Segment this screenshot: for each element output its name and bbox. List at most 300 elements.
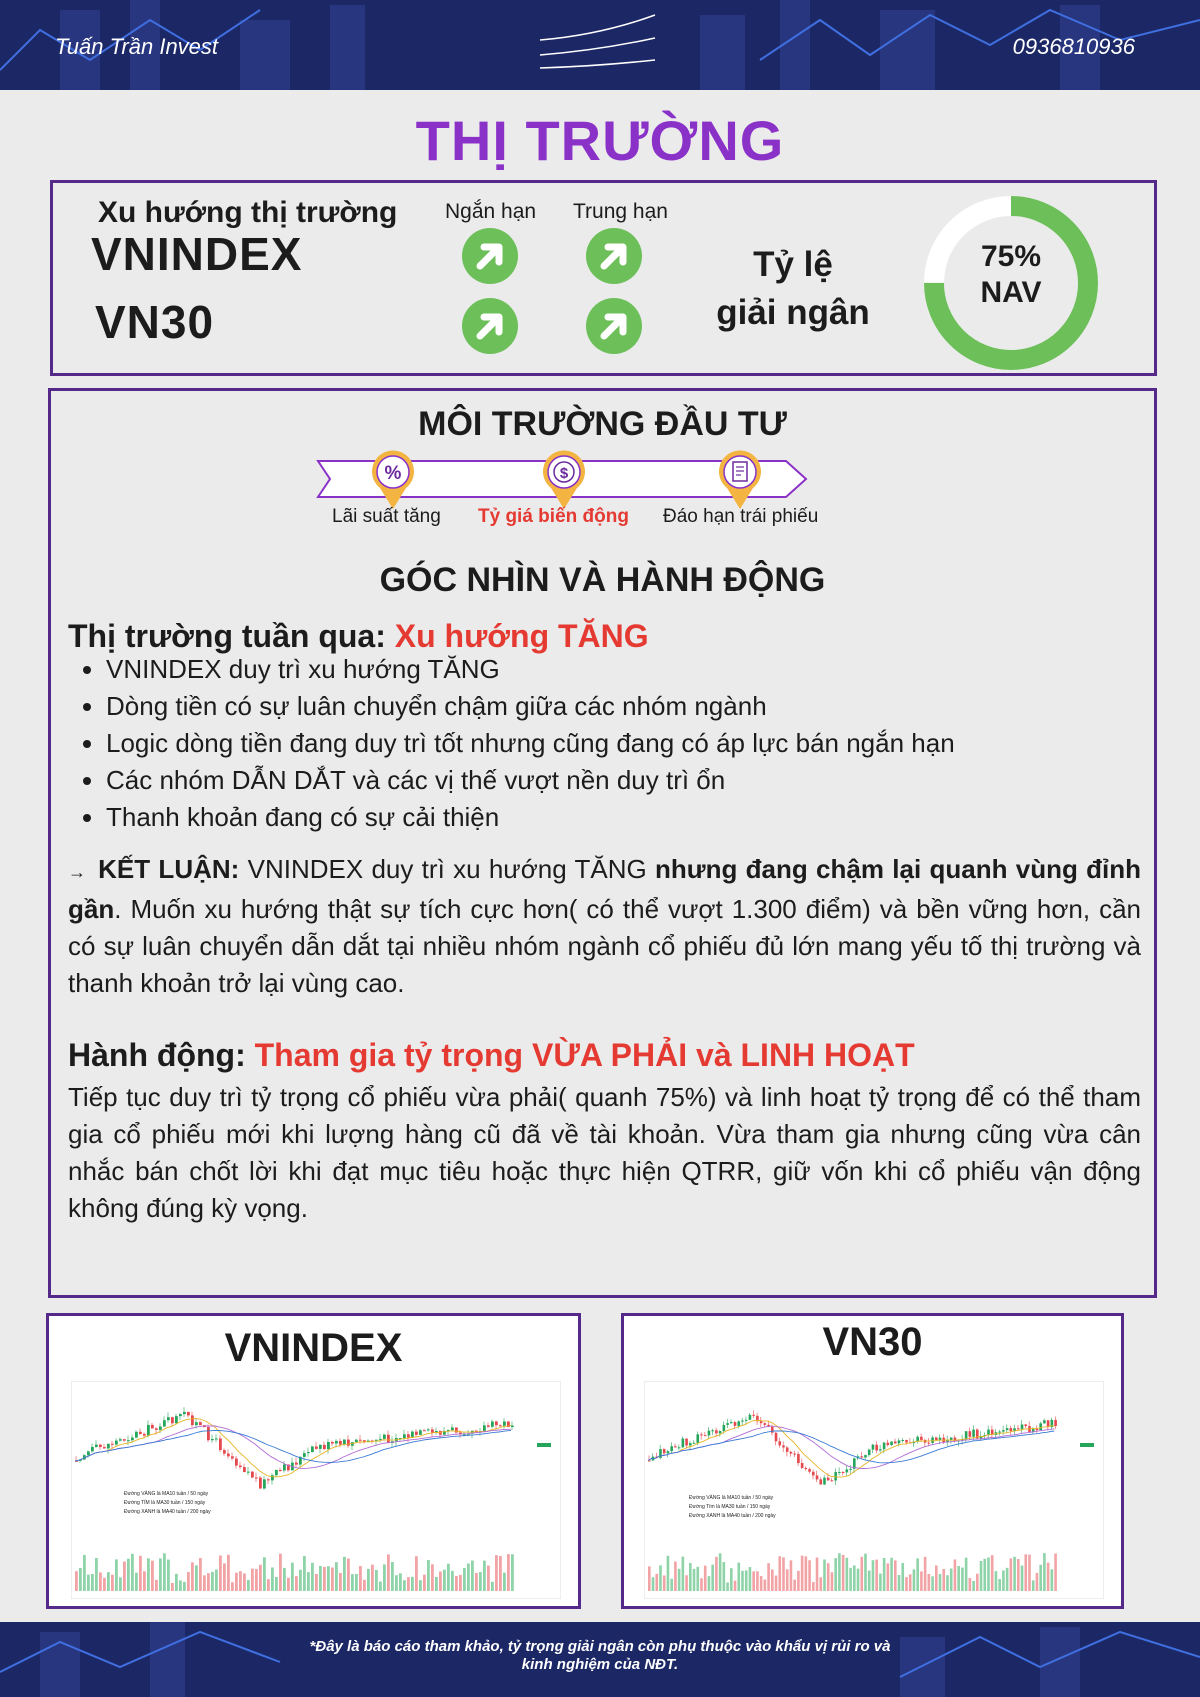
volume-bar	[1002, 1570, 1005, 1591]
trend-heading: Xu hướng thị trường	[98, 196, 398, 229]
volume-bar	[764, 1580, 767, 1591]
volume-bar	[451, 1571, 454, 1591]
volume-bar	[475, 1573, 478, 1591]
candle-body	[1054, 1420, 1057, 1426]
volume-bar	[1010, 1558, 1013, 1591]
candle-body	[682, 1439, 685, 1448]
candle-body	[704, 1435, 707, 1436]
candle-body	[711, 1430, 714, 1431]
candle-body	[693, 1443, 696, 1444]
volume-bar	[983, 1559, 986, 1591]
candle-body	[187, 1412, 190, 1415]
svg-text:$: $	[559, 465, 569, 482]
candle-body	[147, 1425, 150, 1436]
candle-body	[808, 1469, 811, 1472]
candle-body	[427, 1429, 430, 1430]
candle-body	[823, 1478, 826, 1485]
volume-bar	[263, 1557, 266, 1591]
volume-bar	[495, 1555, 498, 1591]
volume-bar	[187, 1572, 190, 1591]
candle-body	[115, 1441, 118, 1445]
candle-body	[267, 1479, 270, 1480]
volume-bar	[431, 1564, 434, 1591]
conclusion-paragraph: → KẾT LUẬN: VNINDEX duy trì xu hướng TĂNG nhưng đang chậm lại quanh vùng đỉnh gần. Muốn xu hướng thật sự tích cực hơn( có thể vượt 1.300 điểm) và bền vững hơn, cần có sự luân chuyển dẫn dắt tại nhiều nhóm ngành cổ phiếu đủ lớn mang yếu tố thị trường và thanh khoản trở lại vùng cao.	[68, 854, 1142, 998]
volume-bar	[767, 1563, 770, 1591]
volume-bar	[307, 1572, 310, 1591]
volume-bar	[91, 1574, 94, 1591]
action-heading: Hành động: Tham gia tỷ trọng VỪA PHẢI và LINH HOẠT	[68, 1037, 915, 1073]
candle-body	[928, 1443, 931, 1444]
volume-bar	[655, 1574, 658, 1591]
candle-body	[271, 1475, 274, 1480]
volume-bar	[143, 1571, 146, 1591]
volume-bar	[355, 1574, 358, 1591]
candle-body	[935, 1437, 938, 1440]
candle-body	[415, 1432, 418, 1435]
candle-body	[931, 1437, 934, 1443]
candle-body	[894, 1441, 897, 1443]
candle-body	[674, 1446, 677, 1447]
volume-bar	[275, 1577, 278, 1591]
candle-body	[1021, 1424, 1024, 1429]
market-trend-box	[50, 180, 1157, 376]
outlook-title: GÓC NHÌN VÀ HÀNH ĐỘNG	[379, 561, 826, 599]
volume-bar	[998, 1579, 1001, 1591]
volume-bar	[1032, 1580, 1035, 1591]
candle-body	[734, 1422, 737, 1426]
volume-bar	[363, 1580, 366, 1591]
candle-body	[383, 1435, 386, 1439]
volume-bar	[175, 1574, 178, 1591]
last-week-trend: Xu hướng TĂNG	[394, 618, 649, 654]
last-week-bullets	[106, 651, 1146, 836]
price-marker	[537, 1443, 551, 1447]
volume-bar	[323, 1567, 326, 1591]
candle-body	[239, 1466, 242, 1467]
volume-bar	[371, 1565, 374, 1591]
volume-bar	[319, 1566, 322, 1591]
volume-bar	[347, 1559, 350, 1591]
candle-body	[838, 1472, 841, 1473]
candle-body	[339, 1441, 342, 1445]
index-name-vnindex: VNINDEX	[91, 228, 303, 280]
candle-body	[816, 1475, 819, 1479]
volume-bar	[199, 1558, 202, 1591]
env-item-bond-maturity: Đáo hạn trái phiếu	[663, 506, 819, 527]
candle-body	[87, 1451, 90, 1455]
candle-body	[860, 1456, 863, 1457]
candle-body	[987, 1430, 990, 1435]
volume-bar	[359, 1566, 362, 1591]
volume-bar	[875, 1560, 878, 1591]
volume-bar	[693, 1569, 696, 1591]
volume-bar	[191, 1562, 194, 1591]
candle-body	[255, 1477, 258, 1478]
volume-bar	[946, 1575, 949, 1591]
candle-body	[119, 1439, 122, 1440]
volume-bar	[898, 1575, 901, 1591]
volume-bar	[127, 1559, 130, 1591]
candle-body	[1006, 1428, 1009, 1430]
candle-body	[259, 1478, 262, 1489]
volume-bar	[670, 1579, 673, 1591]
volume-bar	[827, 1563, 830, 1591]
candle-body	[797, 1454, 800, 1463]
candle-body	[163, 1420, 166, 1426]
candle-body	[659, 1449, 662, 1458]
volume-bar	[223, 1563, 226, 1591]
volume-bar	[812, 1582, 815, 1591]
candle-body	[696, 1434, 699, 1442]
volume-bar	[207, 1573, 210, 1591]
volume-bar	[659, 1565, 662, 1591]
volume-bar	[463, 1568, 466, 1591]
candle-body	[487, 1425, 490, 1426]
volume-bar	[335, 1562, 338, 1591]
volume-bar	[823, 1559, 826, 1591]
candle-body	[719, 1431, 722, 1433]
volume-bar	[972, 1581, 975, 1591]
candle-body	[503, 1421, 506, 1425]
volume-bar	[928, 1574, 931, 1591]
action-paragraph: Tiếp tục duy trì tỷ trọng cổ phiếu vừa phải( quanh 75%) và linh hoạt tỷ trọng để có thể tham gia cổ phiếu mới khi lượng hàng cũ đã về tài khoản. Vừa tham gia nhưng cũng vừa cân nhắc bán chốt lời khi đạt mục tiêu hoặc thực hiện QTRR, giữ vốn khi cổ phiếu vận động không đúng kỳ vọng.	[68, 1082, 1141, 1223]
dollar-icon	[539, 446, 589, 512]
volume-bar	[403, 1580, 406, 1591]
volume-bar	[909, 1574, 912, 1591]
candle-body	[219, 1439, 222, 1451]
volume-bar	[853, 1565, 856, 1591]
candle-body	[243, 1467, 246, 1472]
percent-icon	[368, 446, 418, 512]
volume-bar	[700, 1578, 703, 1591]
volume-bar	[778, 1556, 781, 1591]
candle-body	[726, 1423, 729, 1425]
candle-body	[969, 1431, 972, 1437]
document-icon	[715, 446, 765, 512]
volume-bar	[969, 1578, 972, 1591]
header-banner	[0, 0, 1200, 90]
mid-term-label: Trung hạn	[573, 200, 668, 223]
volume-bar	[311, 1563, 314, 1591]
candle-body	[263, 1479, 266, 1488]
volume-bar	[782, 1557, 785, 1591]
candle-body	[760, 1421, 763, 1423]
arrow-up-right-icon	[462, 228, 518, 284]
candle-body	[778, 1441, 781, 1445]
volume-bar	[816, 1558, 819, 1591]
list-item: • Dòng tiền có sự luân chuyển chậm giữa các nhóm ngành	[106, 688, 1146, 725]
volume-bar	[760, 1576, 763, 1591]
volume-bar	[135, 1573, 138, 1591]
volume-bar	[950, 1569, 953, 1591]
volume-bar	[235, 1573, 238, 1591]
volume-bar	[299, 1570, 302, 1591]
disbursement-ratio-label: Tỷ lệ giải ngân	[716, 245, 870, 332]
volume-bar	[1021, 1566, 1024, 1591]
candle-body	[715, 1430, 718, 1433]
volume-bar	[745, 1570, 748, 1591]
volume-bar	[887, 1563, 890, 1591]
volume-bar	[1028, 1555, 1031, 1591]
volume-bar	[279, 1554, 282, 1591]
volume-bar	[674, 1561, 677, 1591]
volume-bar	[920, 1571, 923, 1591]
volume-bar	[726, 1582, 729, 1591]
candle-body	[846, 1469, 849, 1472]
volume-bar	[991, 1555, 994, 1591]
volume-bar	[682, 1557, 685, 1591]
volume-bar	[387, 1554, 390, 1591]
candle-body	[303, 1453, 306, 1457]
volume-bar	[163, 1553, 166, 1591]
volume-bar	[447, 1564, 450, 1591]
candle-body	[151, 1425, 154, 1428]
candle-body	[793, 1454, 796, 1455]
candle-body	[323, 1445, 326, 1449]
candle-body	[1024, 1424, 1027, 1426]
volume-bar	[723, 1562, 726, 1591]
candle-body	[335, 1441, 338, 1444]
volume-bar	[987, 1557, 990, 1591]
candle-body	[786, 1447, 789, 1451]
candle-body	[307, 1452, 310, 1453]
volume-bar	[507, 1554, 510, 1591]
volume-bar	[343, 1557, 346, 1591]
volume-bar	[211, 1572, 214, 1591]
volume-bar	[155, 1580, 158, 1591]
candle-body	[905, 1440, 908, 1442]
vn30-price-chart	[644, 1381, 1104, 1599]
candle-body	[191, 1415, 194, 1425]
volume-bar	[247, 1580, 250, 1591]
candle-body	[155, 1428, 158, 1430]
list-item: • Thanh khoản đang có sự cải thiện	[106, 799, 1146, 836]
volume-bar	[939, 1574, 942, 1591]
candle-body	[511, 1426, 514, 1427]
volume-bar	[831, 1572, 834, 1591]
volume-bar	[931, 1576, 934, 1591]
candle-body	[499, 1425, 502, 1426]
candle-body	[347, 1440, 350, 1446]
volume-bar	[423, 1575, 426, 1591]
volume-bar	[283, 1568, 286, 1591]
volume-bar	[711, 1565, 714, 1591]
candle-body	[1010, 1428, 1013, 1431]
candle-body	[708, 1431, 711, 1436]
volume-bar	[1051, 1569, 1054, 1591]
page-title: THỊ TRƯỜNG	[415, 109, 785, 172]
volume-bar	[511, 1554, 514, 1591]
footer-banner	[0, 1622, 1200, 1697]
volume-bar	[107, 1572, 110, 1591]
volume-bar	[291, 1563, 294, 1591]
candle-body	[227, 1454, 230, 1457]
candle-body	[670, 1446, 673, 1451]
candle-body	[455, 1427, 458, 1432]
candle-body	[491, 1421, 494, 1426]
candle-body	[965, 1431, 968, 1439]
candle-body	[1017, 1428, 1020, 1429]
volume-bar	[315, 1574, 318, 1591]
volume-bar	[455, 1576, 458, 1591]
candle-body	[771, 1427, 774, 1433]
candle-body	[343, 1440, 346, 1445]
candle-body	[91, 1447, 94, 1451]
volume-bar	[678, 1569, 681, 1591]
candle-body	[431, 1429, 434, 1432]
volume-bar	[797, 1571, 800, 1591]
candle-body	[95, 1445, 98, 1447]
volume-bar	[491, 1582, 494, 1591]
volume-bar	[771, 1569, 774, 1591]
chart-legend: Đường VÀNG là MA10 tuần / 50 ngày Đường TÍM là MA30 tuần / 150 ngày Đường XANH là MA40 tuần / 200 ngày	[124, 1491, 211, 1515]
phone-number: 0936810936	[1012, 34, 1135, 59]
candle-body	[275, 1470, 278, 1475]
volume-bar	[652, 1577, 655, 1591]
volume-bar	[1024, 1554, 1027, 1591]
candle-body	[887, 1443, 890, 1445]
candle-body	[737, 1421, 740, 1426]
volume-bar	[339, 1573, 342, 1591]
volume-bar	[890, 1558, 893, 1591]
volume-bar	[139, 1556, 142, 1591]
volume-bar	[954, 1559, 957, 1591]
volume-bar	[942, 1569, 945, 1591]
volume-bar	[1036, 1573, 1039, 1591]
volume-bar	[255, 1569, 258, 1591]
volume-bar	[87, 1575, 90, 1591]
candle-body	[831, 1480, 834, 1481]
candle-body	[998, 1432, 1001, 1433]
volume-bar	[479, 1572, 482, 1591]
volume-bar	[399, 1573, 402, 1591]
volume-bar	[111, 1575, 114, 1591]
volume-bar	[663, 1575, 666, 1591]
volume-bar	[1047, 1563, 1050, 1591]
volume-bar	[171, 1583, 174, 1591]
candle-body	[883, 1443, 886, 1450]
volume-bar	[303, 1556, 306, 1591]
last-week-heading: Thị trường tuần qua: Xu hướng TĂNG	[68, 618, 649, 654]
volume-bar	[391, 1562, 394, 1591]
candle-body	[283, 1465, 286, 1471]
candle-body	[159, 1426, 162, 1429]
environment-title: MÔI TRƯỜNG ĐẦU TƯ	[418, 405, 787, 443]
candle-body	[355, 1440, 358, 1442]
volume-bar	[730, 1568, 733, 1591]
volume-bar	[151, 1561, 154, 1591]
volume-bar	[471, 1561, 474, 1591]
volume-bar	[860, 1557, 863, 1591]
candle-body	[723, 1425, 726, 1431]
candle-body	[279, 1470, 282, 1471]
volume-bar	[75, 1571, 78, 1591]
candle-body	[1002, 1430, 1005, 1431]
candle-body	[879, 1449, 882, 1450]
volume-bar	[965, 1558, 968, 1591]
volume-bar	[808, 1560, 811, 1591]
candle-body	[939, 1438, 942, 1440]
volume-bar	[864, 1554, 867, 1591]
candle-body	[827, 1478, 830, 1481]
candle-body	[99, 1445, 102, 1447]
candle-body	[167, 1417, 170, 1420]
volume-bar	[99, 1572, 102, 1591]
candle-body	[179, 1414, 182, 1416]
volume-bar	[183, 1582, 186, 1591]
candle-body	[123, 1439, 126, 1440]
volume-bar	[267, 1579, 270, 1591]
volume-bar	[685, 1575, 688, 1591]
volume-bar	[435, 1577, 438, 1591]
volume-bar	[439, 1572, 442, 1591]
volume-bar	[483, 1561, 486, 1591]
candle-body	[295, 1463, 298, 1465]
candle-body	[419, 1430, 422, 1435]
volume-bar	[215, 1570, 218, 1591]
candle-body	[700, 1434, 703, 1435]
candle-body	[745, 1420, 748, 1421]
chart-title: VN30	[822, 1320, 923, 1364]
volume-bar	[901, 1563, 904, 1591]
volume-bar	[775, 1576, 778, 1591]
candle-body	[199, 1422, 202, 1425]
volume-bar	[147, 1558, 150, 1591]
volume-bar	[331, 1567, 334, 1591]
candle-body	[379, 1439, 382, 1440]
candle-body	[890, 1441, 893, 1445]
volume-bar	[805, 1556, 808, 1591]
volume-bar	[379, 1582, 382, 1591]
volume-bar	[1017, 1559, 1020, 1591]
volume-bar	[419, 1580, 422, 1591]
candle-body	[819, 1479, 822, 1484]
volume-bar	[367, 1569, 370, 1591]
chart-card-vnindex	[46, 1313, 581, 1609]
candle-body	[143, 1434, 146, 1436]
candle-body	[311, 1446, 314, 1452]
volume-bar	[752, 1571, 755, 1591]
volume-bar	[857, 1569, 860, 1591]
volume-bar	[159, 1558, 162, 1591]
investment-outlook-box	[48, 388, 1157, 1298]
volume-bar	[849, 1568, 852, 1591]
env-item-interest-rate: Lãi suất tăng	[332, 506, 441, 527]
volume-bar	[351, 1574, 354, 1591]
candle-body	[685, 1439, 688, 1446]
volume-bar	[243, 1573, 246, 1591]
volume-bar	[957, 1566, 960, 1591]
list-item: • Các nhóm DẪN DẮT và các vị thế vượt nền duy trì ổn	[106, 762, 1146, 799]
candle-body	[689, 1443, 692, 1445]
volume-bar	[415, 1556, 418, 1591]
volume-bar	[195, 1565, 198, 1591]
candle-body	[183, 1412, 186, 1414]
volume-bar	[704, 1566, 707, 1591]
candle-body	[730, 1422, 733, 1423]
candle-body	[359, 1440, 362, 1441]
candle-body	[231, 1456, 234, 1458]
candle-body	[678, 1447, 681, 1448]
candle-body	[812, 1472, 815, 1476]
volume-bar	[708, 1576, 711, 1591]
candle-body	[749, 1415, 752, 1420]
volume-bar	[961, 1568, 964, 1591]
volume-bar	[227, 1555, 230, 1591]
candle-body	[849, 1469, 852, 1470]
candle-body	[663, 1449, 666, 1453]
volume-bar	[868, 1571, 871, 1591]
